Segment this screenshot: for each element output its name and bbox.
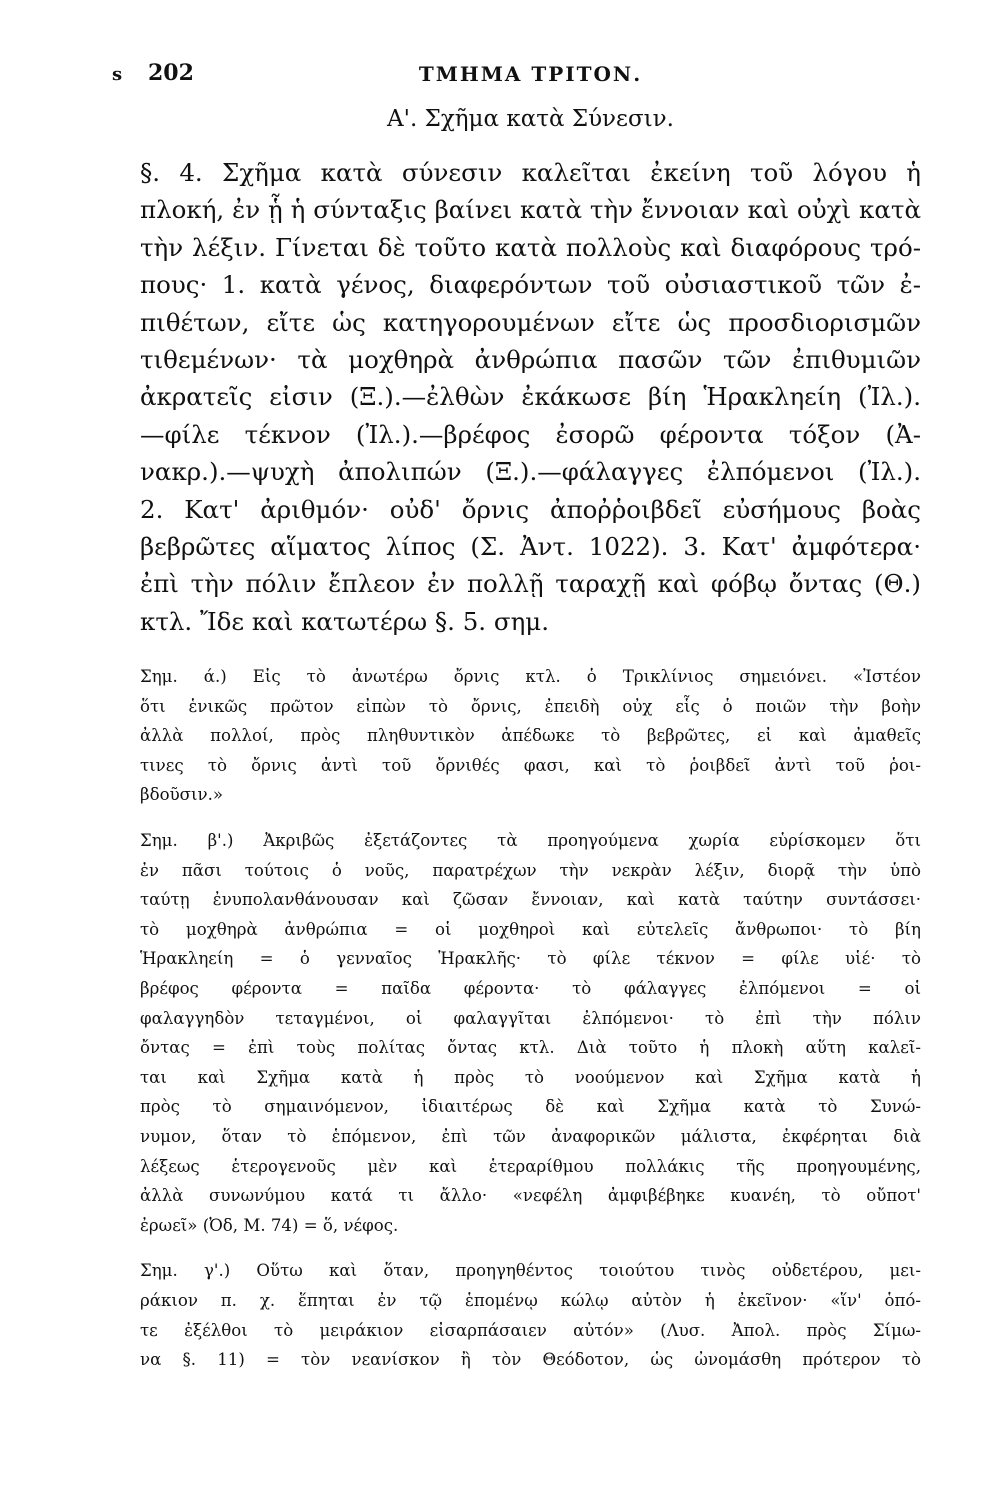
note-line: ὅτι ἑνικῶς πρῶτον εἰπὼν τὸ ὄρνις, ἐπειδὴ οὐχ εἷς ὁ ποιῶν τὴν βοὴν — [140, 696, 921, 716]
main-line: ἀκρατεῖς εἰσιν (Ξ.).—ἐλθὼν ἐκάκωσε βίη Ἡρακληείη (Ἰλ.). — [140, 382, 921, 412]
note-line: πρὸς τὸ σημαινόμενον, ἰδιαιτέρως δὲ καὶ Σχῆμα κατὰ τὸ Συνώ- — [140, 1097, 921, 1117]
main-line: κτλ. Ἴδε καὶ κατωτέρω §. 5. σημ. — [140, 606, 549, 636]
note-line: ταύτῃ ἐνυπολανθάνουσαν καὶ ζῶσαν ἔννοιαν, καὶ κατὰ ταύτην συντάσσει· — [140, 890, 921, 910]
main-line: βεβρῶτες αἵματος λίπος (Σ. Ἀντ. 1022). 3. Κατ' ἀμφότερα· — [140, 531, 921, 561]
note-line: βρέφος φέροντα = παῖδα φέροντα· τὸ φάλαγγες ἐλπόμενοι = οἱ — [140, 979, 921, 999]
note-spacer — [140, 810, 921, 826]
note-line: Σημ. β'.) Ἀκριβῶς ἐξετάζοντες τὰ προηγούμενα χωρία εὑρίσκομεν ὅτι — [140, 831, 921, 851]
note-line: Σημ. γ'.) Οὕτω καὶ ὅταν, προηγηθέντος τοιούτου τινὸς οὐδετέρου, μει- — [140, 1261, 921, 1281]
main-line: §. 4. Σχῆμα κατὰ σύνεσιν καλεῖται ἐκείνη τοῦ λόγου ἡ — [140, 158, 921, 187]
note-line: ὄντας = ἐπὶ τοὺς πολίτας ὄντας κτλ. Διὰ τοῦτο ἡ πλοκὴ αὕτη καλεῖ- — [140, 1038, 921, 1058]
page-number: 202 — [148, 60, 194, 86]
note-line: φαλαγγηδὸν τεταγμένοι, οἱ φαλαγγῖται ἐλπόμενοι· τὸ ἐπὶ τὴν πόλιν — [140, 1008, 921, 1028]
note-line: τὸ μοχθηρὰ ἀνθρώπια = οἱ μοχθηροὶ καὶ εὐτελεῖς ἄνθρωποι· τὸ βίη — [140, 919, 921, 939]
note-2 — [140, 826, 921, 1240]
margin-mark: s — [112, 64, 123, 85]
note-1 — [140, 662, 921, 810]
note-line: ράκιον π. χ. ἕπηται ἐν τῷ ἑπομένῳ κώλῳ αὐτὸν ἡ ἐκεῖνον· «ἵν' ὁπό- — [140, 1290, 921, 1310]
main-line: τιθεμένων· τὰ μοχθηρὰ ἀνθρώπια πασῶν τῶν ἐπιθυμιῶν — [140, 344, 921, 374]
running-head — [112, 58, 921, 98]
main-line: 2. Κατ' ἀριθμόν· οὐδ' ὄρνις ἀποῤῥοιβδεῖ εὐσήμους βοὰς — [140, 494, 921, 524]
main-line: πλοκή, ἐν ᾗ ἡ σύνταξις βαίνει κατὰ τὴν ἔννοιαν καὶ οὐχὶ κατὰ — [140, 195, 921, 225]
note-line: Σημ. ά.) Εἰς τὸ ἀνωτέρω ὄρνις κτλ. ὁ Τρικλίνιος σημειόνει. «Ἰστέον — [140, 667, 921, 687]
note-line: ἐρωεῖ» (Ὀδ, Μ. 74) = ὅ, νέφος. — [140, 1215, 399, 1235]
note-line: τε ἐξέλθοι τὸ μειράκιον εἰσαρπάσαιεν αὐτόν» (Λυσ. Ἀπολ. πρὸς Σίμω- — [140, 1320, 921, 1340]
main-line: τὴν λέξιν. Γίνεται δὲ τοῦτο κατὰ πολλοὺς καὶ διαφόρους τρό- — [140, 232, 921, 262]
note-spacer — [140, 1240, 921, 1256]
note-line: ται καὶ Σχῆμα κατὰ ἡ πρὸς τὸ νοούμενον καὶ Σχῆμα κατὰ ἡ — [140, 1067, 921, 1087]
main-paragraph — [140, 154, 921, 640]
note-line: ἀλλὰ συνωνύμου κατά τι ἄλλο· «νεφέλη ἀμφιβέβηκε κυανέη, τὸ οὔποτ' — [140, 1186, 921, 1206]
note-line: λέξεως ἑτερογενοῦς μὲν καὶ ἑτεραρίθμου πολλάκις τῆς προηγουμένης, — [140, 1156, 921, 1176]
note-line: τινες τὸ ὄρνις ἀντὶ τοῦ ὄρνιθές φασι, καὶ τὸ ῥοιβδεῖ ἀντὶ τοῦ ῥοι- — [140, 755, 921, 775]
note-line: να §. 11) = τὸν νεανίσκον ἢ τὸν Θεόδοτον, ὡς ὠνομάσθη πρότερον τὸ — [140, 1350, 921, 1370]
note-line: βδοῦσιν.» — [140, 785, 224, 805]
main-line: νακρ.).—ψυχὴ ἀπολιπών (Ξ.).—φάλαγγες ἐλπόμενοι (Ἰλ.). — [140, 457, 921, 487]
main-line: πους· 1. κατὰ γένος, διαφερόντων τοῦ οὐσιαστικοῦ τῶν ἐ- — [140, 270, 921, 300]
main-line: ἐπὶ τὴν πόλιν ἔπλεον ἐν πολλῇ ταραχῇ καὶ φόβῳ ὄντας (Θ.) — [140, 569, 921, 599]
main-line: —φίλε τέκνον (Ἰλ.).—βρέφος ἐσορῶ φέροντα τόξον (Ἀ- — [140, 419, 921, 449]
main-line: πιθέτων, εἴτε ὡς κατηγορουμένων εἴτε ὡς προσδιορισμῶν — [140, 307, 921, 337]
section-title: ΤΜΗΜΑ ΤΡΙΤΟΝ. — [418, 62, 643, 86]
note-line: νυμον, ὅταν τὸ ἑπόμενον, ἐπὶ τῶν ἀναφορικῶν μάλιστα, ἐκφέρηται διὰ — [140, 1126, 921, 1146]
note-3 — [140, 1256, 921, 1374]
note-line: ἐν πᾶσι τούτοις ὁ νοῦς, παρατρέχων τὴν νεκρὰν λέξιν, διορᾷ τὴν ὑπὸ — [140, 860, 921, 880]
note-line: ἀλλὰ πολλοί, πρὸς πληθυντικὸν ἀπέδωκε τὸ βεβρῶτες, εἰ καὶ ἀμαθεῖς — [140, 726, 921, 746]
note-line: Ἡρακληείη = ὁ γενναῖος Ἡρακλῆς· τὸ φίλε τέκνον = φίλε υἱέ· τὸ — [140, 949, 921, 969]
subheading: Α'. Σχῆμα κατὰ Σύνεσιν. — [387, 106, 674, 132]
